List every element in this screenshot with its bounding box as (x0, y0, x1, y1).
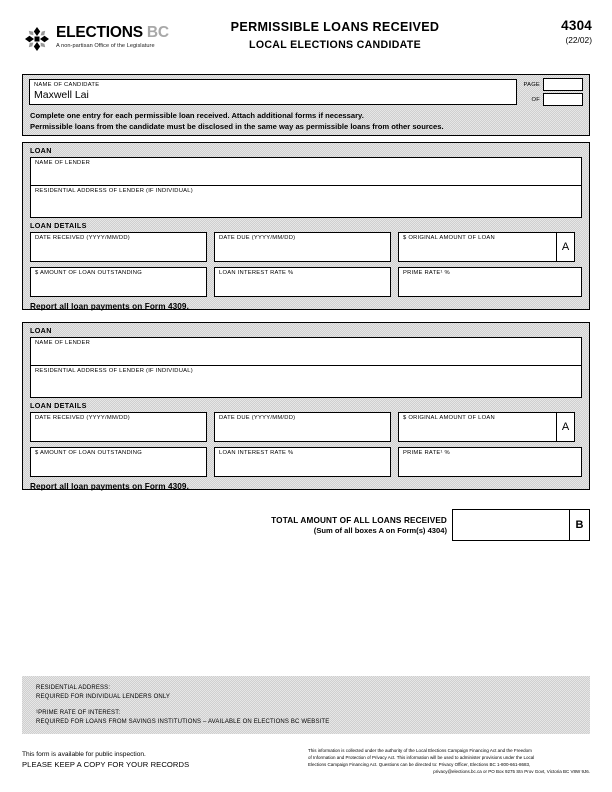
loan-details-header-2: LOAN DETAILS (30, 401, 87, 410)
report-note-2: Report all loan payments on Form 4309. (30, 482, 189, 491)
prime-rate-label-2: PRIME RATE¹ % (403, 450, 450, 456)
date-received-label-2: DATE RECEIVED (YYYY/MM/DD) (35, 415, 130, 421)
footer-left (22, 750, 189, 769)
footnote-residential-address (36, 684, 590, 702)
of-input[interactable] (543, 93, 583, 106)
date-due-label-1: DATE DUE (YYYY/MM/DD) (219, 235, 296, 241)
elections-bc-pinwheel-icon (22, 24, 52, 54)
box-letter-a-1: A (556, 233, 574, 261)
box-letter-a-2: A (556, 413, 574, 441)
footer-legal (308, 748, 590, 776)
interest-rate-label-2: LOAN INTEREST RATE % (219, 450, 294, 456)
interest-rate-field-1[interactable] (214, 267, 391, 297)
loan-details-grid-2 (30, 412, 582, 477)
total-labels (271, 516, 447, 535)
elections-bc-logo (22, 24, 169, 54)
page-input[interactable] (543, 78, 583, 91)
total-label-line2: (Sum of all boxes A on Form(s) 4304) (313, 525, 447, 535)
keep-copy-note: PLEASE KEEP A COPY FOR YOUR RECORDS (22, 760, 190, 770)
original-amount-value-1 (399, 242, 556, 243)
prime-rate-value-1 (399, 277, 581, 278)
loan-block-1 (22, 142, 590, 310)
original-amount-field-2[interactable] (398, 412, 575, 442)
loan-block-2 (22, 322, 590, 490)
lender-name-value-1 (31, 167, 581, 168)
interest-rate-value-1 (215, 277, 390, 278)
title-main: PERMISSIBLE LOANS RECEIVED (230, 20, 440, 34)
amount-outstanding-value-1 (31, 277, 206, 278)
original-amount-label-1: $ ORIGINAL AMOUNT OF LOAN (403, 235, 495, 241)
footnotes-panel (22, 676, 590, 734)
footnote-prime-rate (36, 709, 590, 727)
page-footer (0, 748, 612, 784)
candidate-name-label: NAME OF CANDIDATE (34, 82, 100, 88)
report-note-1: Report all loan payments on Form 4309. (30, 302, 189, 311)
logo-bc-text: BC (146, 24, 169, 41)
loan-header-1: LOAN (30, 146, 52, 155)
prime-rate-label-1: PRIME RATE¹ % (403, 270, 450, 276)
total-label-line1: TOTAL AMOUNT OF ALL LOANS RECEIVED (271, 515, 447, 525)
instructions (30, 110, 586, 132)
candidate-panel (22, 74, 590, 136)
page-of-group (517, 78, 583, 108)
lender-address-label-1: RESIDENTIAL ADDRESS OF LENDER (IF INDIVIDUAL) (35, 188, 193, 194)
title-sub: LOCAL ELECTIONS CANDIDATE (249, 38, 421, 51)
lender-address-value-2 (31, 375, 581, 376)
interest-rate-label-1: LOAN INTEREST RATE % (219, 270, 294, 276)
candidate-name-value: Maxwell Lai (34, 88, 89, 101)
lender-name-field-1[interactable] (30, 157, 582, 186)
of-label: OF (531, 96, 540, 103)
public-inspection-note: This form is available for public inspection. (22, 751, 146, 758)
lender-address-field-1[interactable] (30, 186, 582, 218)
footnote-1-head: RESIDENTIAL ADDRESS: (36, 685, 111, 691)
prime-rate-field-1[interactable] (398, 267, 582, 297)
instruction-line-2: Permissible loans from the candidate must be disclosed in the same way as permissible loans from other sources. (30, 122, 444, 131)
original-amount-label-2: $ ORIGINAL AMOUNT OF LOAN (403, 415, 495, 421)
footnote-2-head: ¹PRIME RATE OF INTEREST: (36, 710, 121, 716)
candidate-name-field[interactable] (29, 79, 517, 105)
date-received-value-1 (31, 242, 206, 243)
interest-rate-field-2[interactable] (214, 447, 391, 477)
lender-name-label-1: NAME OF LENDER (35, 160, 91, 166)
prime-rate-value-2 (399, 457, 581, 458)
date-received-value-2 (31, 422, 206, 423)
box-letter-b: B (569, 510, 589, 540)
date-received-field-2[interactable] (30, 412, 207, 442)
form-number: 4304 (561, 18, 592, 33)
page-header (0, 18, 612, 64)
amount-outstanding-label-2: $ AMOUNT OF LOAN OUTSTANDING (35, 450, 142, 456)
amount-outstanding-value-2 (31, 457, 206, 458)
form-version: (22/02) (565, 35, 592, 45)
logo-elections-text: ELECTIONS (56, 24, 143, 41)
original-amount-value-2 (399, 422, 556, 423)
loan-details-grid-1 (30, 232, 582, 297)
amount-outstanding-label-1: $ AMOUNT OF LOAN OUTSTANDING (35, 270, 142, 276)
page-label: PAGE (523, 81, 540, 88)
legal-line-3: Elections Campaign Financing Act. Questions can be directed to: Privacy Officer, Elections BC 1-800-661-8683, (308, 761, 531, 767)
lender-name-label-2: NAME OF LENDER (35, 340, 91, 346)
lender-name-field-2[interactable] (30, 337, 582, 366)
instruction-line-1: Complete one entry for each permissible loan received. Attach additional forms if necessary. (30, 111, 364, 120)
loan-details-header-1: LOAN DETAILS (30, 221, 87, 230)
amount-outstanding-field-2[interactable] (30, 447, 207, 477)
date-due-label-2: DATE DUE (YYYY/MM/DD) (219, 415, 296, 421)
page-title (190, 20, 480, 51)
lender-name-value-2 (31, 347, 581, 348)
date-due-field-1[interactable] (214, 232, 391, 262)
date-received-field-1[interactable] (30, 232, 207, 262)
total-amount-input[interactable] (453, 510, 569, 540)
date-received-label-1: DATE RECEIVED (YYYY/MM/DD) (35, 235, 130, 241)
logo-tagline: A non-partisan Office of the Legislature (56, 43, 155, 49)
form-number-block (561, 18, 592, 45)
date-due-field-2[interactable] (214, 412, 391, 442)
legal-line-2: of Information and Protection of Privacy Act. This information will be used to administer provisions under the Local (308, 754, 535, 760)
total-row (22, 508, 590, 542)
total-box-group (452, 509, 590, 541)
legal-line-4: privacy@elections.bc.ca or PO Box 9275 Stn Prov Govt, Victoria BC V8W 9J6. (433, 768, 590, 774)
date-due-value-1 (215, 242, 390, 243)
date-due-value-2 (215, 422, 390, 423)
original-amount-field-1[interactable] (398, 232, 575, 262)
interest-rate-value-2 (215, 457, 390, 458)
legal-line-1: This information is collected under the authority of the Local Elections Campaign Financing Act and the Freedom (308, 748, 532, 753)
lender-address-value-1 (31, 195, 581, 196)
prime-rate-field-2[interactable] (398, 447, 582, 477)
lender-address-label-2: RESIDENTIAL ADDRESS OF LENDER (IF INDIVIDUAL) (35, 368, 193, 374)
amount-outstanding-field-1[interactable] (30, 267, 207, 297)
lender-address-field-2[interactable] (30, 366, 582, 398)
footnote-2-body: REQUIRED FOR LOANS FROM SAVINGS INSTITUTIONS – AVAILABLE ON ELECTIONS BC WEBSITE (36, 719, 330, 725)
loan-header-2: LOAN (30, 326, 52, 335)
footnote-1-body: REQUIRED FOR INDIVIDUAL LENDERS ONLY (36, 694, 171, 700)
